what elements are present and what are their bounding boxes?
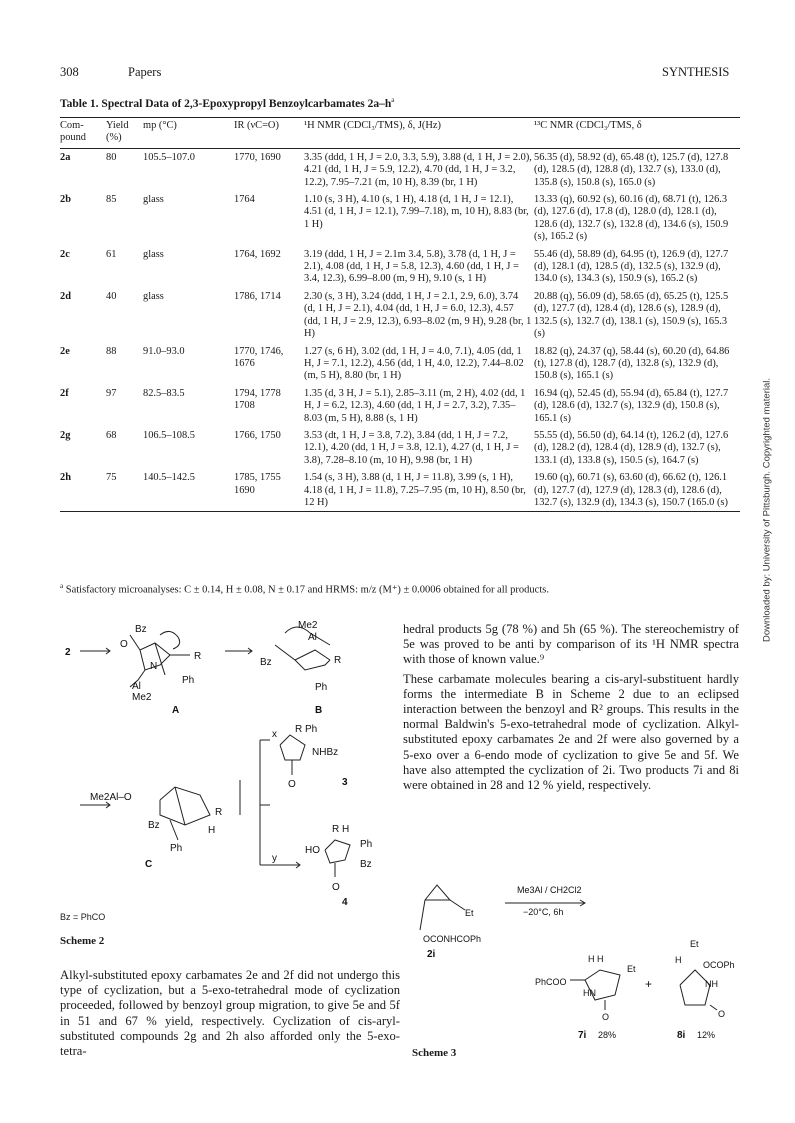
- scheme2-r-c: R: [215, 807, 223, 818]
- spectral-data-table: [60, 117, 740, 512]
- scheme3-label-7i: 7i: [578, 1030, 587, 1041]
- scheme-3-title: Scheme 3: [412, 1047, 457, 1059]
- table-cell-hnmr: 1.54 (s, 3 H), 3.88 (d, 1 H, J = 11.8), 3.99 (s, 1 H), 4.18 (d, 1 H, J = 11.8), 7.25–7.95 (m, 10 H), 8.50 (br, 12 H): [304, 472, 526, 508]
- scheme2-rph: R Ph: [295, 724, 318, 735]
- scheme2-bz-b: Bz: [260, 657, 272, 668]
- scheme3-o-7i: O: [602, 1012, 610, 1022]
- table-cell-ir: 1770, 1746, 1676: [234, 345, 284, 369]
- table-header-row: [60, 118, 740, 149]
- table-cell-ir: 1794, 1778 1708: [234, 387, 281, 412]
- scheme3-label-2i: 2i: [427, 949, 436, 960]
- scheme3-yield-8i: 12%: [697, 1030, 716, 1040]
- table-row: [60, 469, 740, 512]
- table-cell-cnmr: 20.88 (q), 56.09 (d), 58.65 (d), 65.25 (t), 125.5 (d), 127.7 (d), 128.4 (d), 128.6 (s), 128.9 (d), 132.5 (s), 132.7 (d), 138.1 (s), 150.9 (s), 165.3 (s): [534, 290, 729, 340]
- paragraph: hedral products 5g (78 %) and 5h (65 %). The stereochemistry of 5e was proved to be anti by comparison of its ¹H NMR spectra with those of known value.⁹: [403, 622, 739, 667]
- scheme3-reagent-1: Me3Al / CH2Cl2: [517, 885, 582, 895]
- table-cell-compound: 2g: [60, 429, 71, 441]
- table-cell-hnmr: 3.53 (dt, 1 H, J = 3.8, 7.2), 3.84 (dd, 1 H, J = 7.2, 12.1), 4.20 (dd, 1 H, J = 3.8, 12.1), 4.27 (d, 1 H, J = 3.8), 7.28–8.10 (m, 10 H), 9.98 (br, 1 H): [304, 429, 519, 466]
- table-cell-cnmr: 55.46 (d), 58.89 (d), 64.95 (t), 126.9 (d), 127.7 (d), 128.1 (d), 128.5 (d), 132.5 (s), 132.9 (d), 134.0 (s), 134.3 (s), 150.9 (s), 165.2 (s): [534, 248, 729, 285]
- col-header: Yield (%): [106, 120, 129, 144]
- table-cell-ir: 1786, 1714: [234, 290, 281, 302]
- table-cell-yield: 97: [106, 387, 117, 399]
- table-cell-hnmr: 1.27 (s, 6 H), 3.02 (dd, 1 H, J = 4.0, 7.1), 4.05 (dd, 1 H, J = 7.1, 12.2), 4.56 (dd, 1 H, 4.0, 12.2), 7.44–8.02 (m, 5 H), 8.80 (br, 1 H): [304, 345, 524, 382]
- scheme2-o-4: O: [332, 882, 340, 893]
- table-cell-ir: 1770, 1690: [234, 151, 281, 163]
- table-cell-compound: 2c: [60, 248, 70, 260]
- table-cell-cnmr: 18.82 (q), 24.37 (q), 58.44 (s), 60.20 (d), 64.86 (t), 127.8 (d), 128.7 (d), 132.8 (s), 132.9 (d), 150.8 (s), 165.1 (s): [534, 345, 730, 382]
- scheme2-o-3: O: [288, 779, 296, 790]
- scheme3-et-8i: Et: [690, 939, 699, 949]
- scheme2-label-a: A: [172, 705, 180, 716]
- table-cell-ir: 1764: [234, 194, 255, 206]
- scheme2-ph-a: Ph: [182, 675, 195, 686]
- scheme2-label-c: C: [145, 859, 153, 870]
- scheme2-me2-a: Me2: [132, 692, 152, 703]
- table-cell-mp: glass: [143, 194, 164, 206]
- table-cell-yield: 68: [106, 429, 117, 441]
- caption-footnote-mark: a: [391, 96, 395, 104]
- scheme2-r-a: R: [194, 651, 202, 662]
- table-cell-hnmr: 3.35 (ddd, 1 H, J = 2.0, 3.3, 5.9), 3.88 (d, 1 H, J = 2.0), 4.21 (dd, 1 H, J = 5.9, 12.2), 4.70 (dd, 1 H, J = 3.2, 12.2), 7.95–7.21 (m, 10 H), 8.39 (br, 1 H): [304, 151, 532, 188]
- scheme3-et-start: Et: [465, 908, 474, 918]
- scheme-2-diagram: [60, 615, 400, 920]
- col-header: IR (νC=O): [234, 120, 279, 131]
- scheme2-bz-4: Bz: [360, 859, 372, 870]
- right-column-text: [403, 622, 739, 797]
- table-row: [60, 343, 740, 385]
- paragraph: Alkyl-substituted epoxy carbamates 2e and 2f did not undergo this type of cyclization, but a 5-exo-tetrahedral mode of cyclization proceeded, followed by benzoyl group migration, to give 5e and 5f in 51 and 67 % yield, respectively. Cyclization of cis-aryl-substituted compounds 2g and 2h also afforded only the 5-exo-tetra-: [60, 968, 400, 1059]
- table-cell-mp: 82.5–83.5: [143, 387, 185, 399]
- scheme2-ho: HO: [305, 845, 320, 856]
- scheme2-bz-a: Bz: [135, 624, 147, 635]
- table-cell-mp: glass: [143, 248, 164, 260]
- scheme3-hn: HN: [583, 988, 596, 998]
- download-notice-text: Downloaded by: University of Pittsburgh. Copyrighted material.: [761, 377, 773, 643]
- table-cell-cnmr: 16.94 (q), 52.45 (d), 55.94 (d), 65.84 (t), 127.7 (d), 128.6 (d), 132.7 (s), 132.9 (d), 150.8 (s), 165.1 (s): [534, 387, 729, 424]
- scheme3-phcoo: PhCOO: [535, 977, 567, 987]
- scheme3-label-8i: 8i: [677, 1030, 686, 1041]
- scheme3-et-7i: Et: [627, 964, 636, 974]
- table-cell-yield: 85: [106, 194, 117, 206]
- download-notice: [757, 300, 777, 720]
- table-cell-hnmr: 1.10 (s, 3 H), 4.10 (s, 1 H), 4.18 (d, 1 H, J = 12.1), 4.51 (d, 1 H, J = 12.1), 7.99–7.18), m, 10 H), 8.83 (br, 1 H): [304, 194, 529, 230]
- scheme2-r-b: R: [334, 655, 342, 666]
- scheme-2-title: Scheme 2: [60, 935, 105, 947]
- table-cell-mp: 91.0–93.0: [143, 345, 185, 357]
- table-cell-ir: 1764, 1692: [234, 248, 281, 260]
- scheme3-reagent-2: −20°C, 6h: [523, 907, 564, 917]
- scheme3-h-8i: H: [675, 955, 682, 965]
- table-cell-ir: 1785, 1755 1690: [234, 472, 281, 496]
- table-cell-cnmr: 56.35 (d), 58.92 (d), 65.48 (t), 125.7 (d), 127.8 (d), 128.5 (d), 128.8 (d), 132.7 (s), 133.0 (d), 135.8 (s), 150.8 (s), 165.0 (s): [534, 151, 729, 188]
- table-cell-hnmr: 3.19 (ddd, 1 H, J = 2.1m 3.4, 5.8), 3.78 (d, 1 H, J = 2.1), 4.08 (dd, 1 H, J = 5.8, 12.3), 4.60 (dd, 1 H, J = 3.4, 12.3), 6.99–8.00 (m, 9 H), 9.10 (s, 1 H): [304, 248, 519, 285]
- table-row: [60, 288, 740, 343]
- table-cell-hnmr: 1.35 (d, 3 H, J = 5.1), 2.85–3.11 (m, 2 H), 4.02 (dd, 1 H, J = 6.2, 12.3), 4.60 (dd, 1 H, J = 2.7, 3.2), 7.35–8.03 (m, 5 H), 8.88 (s, 1 H): [304, 387, 526, 424]
- scheme2-label-2: 2: [65, 647, 71, 658]
- scheme3-nh: NH: [705, 979, 718, 989]
- scheme2-h-c: H: [208, 825, 216, 836]
- left-column-text: [60, 968, 400, 1063]
- col-header: Com-pound: [60, 120, 86, 144]
- table-cell-yield: 80: [106, 151, 117, 163]
- table-row: [60, 385, 740, 427]
- table-cell-compound: 2d: [60, 290, 71, 302]
- scheme3-hh: H H: [588, 954, 604, 964]
- scheme2-ph-4: Ph: [360, 839, 373, 850]
- scheme2-rh: R H: [332, 824, 350, 835]
- table-footnote: [60, 582, 549, 596]
- col-header: ¹³C NMR (CDCl₃/TMS, δ: [534, 120, 642, 131]
- scheme2-me2-b: Me2: [298, 620, 318, 631]
- scheme2-x: x: [272, 729, 277, 740]
- table-cell-yield: 40: [106, 290, 117, 302]
- table-row: [60, 246, 740, 288]
- scheme2-label-3: 3: [342, 777, 348, 788]
- table-cell-yield: 61: [106, 248, 117, 260]
- table-cell-compound: 2h: [60, 472, 71, 484]
- scheme2-label-4: 4: [342, 897, 348, 908]
- table-cell-mp: 105.5–107.0: [143, 151, 195, 163]
- scheme3-plus: +: [645, 977, 653, 991]
- scheme2-n-a: N: [150, 661, 158, 672]
- table-cell-yield: 75: [106, 472, 117, 484]
- footnote-mark: a: [60, 582, 64, 590]
- scheme3-yield-7i: 28%: [598, 1030, 617, 1040]
- col-header: ¹H NMR (CDCl₃/TMS), δ, J(Hz): [304, 120, 441, 131]
- scheme3-o-8i: O: [718, 1009, 726, 1019]
- scheme2-nhbz: NHBz: [312, 747, 339, 758]
- table-cell-mp: 140.5–142.5: [143, 472, 195, 484]
- table-row: [60, 191, 740, 246]
- scheme2-al-b: Al: [308, 632, 317, 643]
- table-row: [60, 148, 740, 191]
- table-cell-cnmr: 55.55 (d), 56.50 (d), 64.14 (t), 126.2 (d), 127.6 (d), 128.2 (d), 128.4 (d), 128.9 (d), 132.7 (s), 133.1 (d), 133.8 (s), 150.5 (s), 164.7 (s): [534, 429, 729, 466]
- table-cell-hnmr: 2.30 (s, 3 H), 3.24 (ddd, 1 H, J = 2.1, 2.9, 6.0), 3.74 (d, 1 H, J = 2.1), 4.04 (dd, 1 H, J = 6.0, 12.3), 4.57 (dd, 1 H, J = 2.9, 12.3), 6.93–8.02 (m, 9 H), 9.28 (br, 1 H): [304, 290, 532, 340]
- table-cell-cnmr: 19.60 (q), 60.71 (s), 63.60 (d), 66.62 (t), 126.1 (d), 127.7 (d), 127.9 (d), 128.3 (d), 128.6 (d), 132.7 (s), 132.9 (d), 134.3 (s), 150.7 (165.0 (s): [534, 472, 728, 508]
- scheme2-al-a: Al: [132, 681, 141, 692]
- section-label: Papers: [128, 65, 162, 79]
- journal-name: SYNTHESIS: [662, 65, 730, 79]
- table-caption-text: Table 1. Spectral Data of 2,3-Epoxypropyl Benzoylcarbamates 2a–h: [60, 97, 392, 110]
- table-cell-yield: 88: [106, 345, 117, 357]
- scheme2-me2alo: Me2Al–O: [90, 792, 132, 803]
- table-cell-ir: 1766, 1750: [234, 429, 281, 441]
- table-caption: [60, 96, 394, 110]
- table-cell-mp: glass: [143, 290, 164, 302]
- table-cell-cnmr: 13.33 (q), 60.92 (s), 60.16 (d), 68.71 (t), 126.3 (d), 127.6 (d), 17.8 (d), 128.0 (d), 128.1 (d), 128.6 (d), 132.7 (s), 132.8 (d), 134.6 (s), 150.9 (s), 165.2 (s): [534, 194, 729, 243]
- scheme3-start-group: OCONHCOPh: [423, 934, 482, 944]
- paragraph: These carbamate molecules bearing a cis-aryl-substituent hardly forms the intermediate B in Scheme 2 due to an eclipsed interaction between the benzoyl and R² groups. This results in the normal Baldwin's 5-exo-tetrahedral mode of cyclization. Alkyl-substituted epoxy carbamates 2e and 2f were also governed by a 5-exo over a 6-endo mode of cyclization to give 5e and 5f. We have also attempted the cyclization of 2i. Two products 7i and 8i were obtained in 28 and 12 % yield, respectively.: [403, 671, 739, 793]
- scheme2-y: y: [272, 853, 277, 864]
- table-cell-mp: 106.5–108.5: [143, 429, 195, 441]
- footnote-text: Satisfactory microanalyses: C ± 0.14, H ± 0.08, N ± 0.17 and HRMS: m/z (M⁺) ± 0.0006 obtained for all products.: [65, 584, 549, 596]
- scheme2-bz-c: Bz: [148, 820, 160, 831]
- table-cell-compound: 2f: [60, 387, 69, 399]
- table-cell-compound: 2b: [60, 194, 71, 206]
- scheme2-o-a: O: [120, 639, 128, 650]
- scheme2-ph-c: Ph: [170, 843, 183, 854]
- scheme2-ph-b: Ph: [315, 682, 328, 693]
- bz-definition: Bz = PhCO: [60, 912, 106, 922]
- table-cell-compound: 2a: [60, 151, 71, 163]
- page-number: 308: [60, 65, 79, 79]
- table-row: [60, 427, 740, 469]
- table-cell-compound: 2e: [60, 345, 70, 357]
- col-header: mp (°C): [143, 120, 177, 131]
- scheme3-ocoph: OCOPh: [703, 960, 735, 970]
- scheme2-label-b: B: [315, 705, 323, 716]
